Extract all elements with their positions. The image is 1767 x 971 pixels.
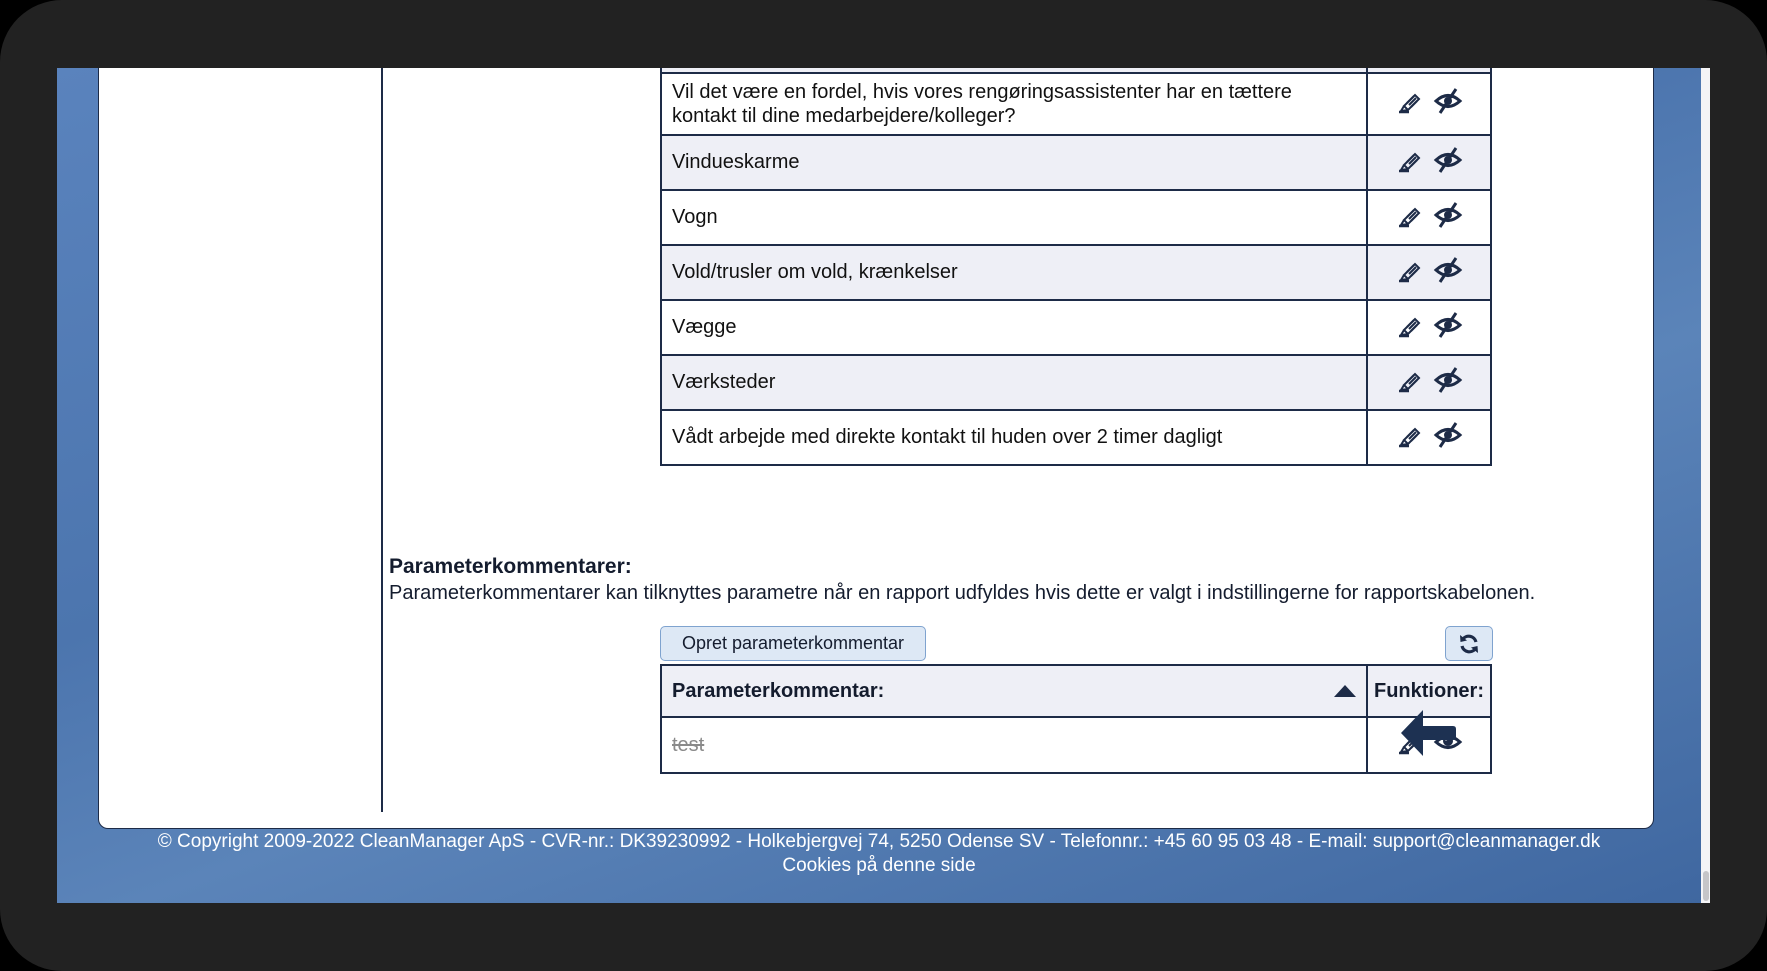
refresh-button[interactable] — [1445, 626, 1493, 661]
parameter-comments-table — [660, 664, 1492, 774]
scrollbar-thumb[interactable] — [1703, 871, 1709, 901]
table-row — [661, 355, 1491, 410]
pencil-icon[interactable] — [1395, 255, 1425, 285]
table-row — [661, 135, 1491, 190]
pencil-icon[interactable] — [1395, 145, 1425, 175]
parameter-label: Vådt arbejde med direkte kontakt til huden over 2 timer dagligt — [661, 410, 1367, 465]
eye-slash-icon[interactable] — [1433, 145, 1463, 175]
arrow-pointing-left-icon — [1401, 708, 1457, 758]
eye-slash-icon[interactable] — [1433, 420, 1463, 450]
refresh-icon — [1457, 632, 1481, 656]
parameters-table — [660, 68, 1492, 466]
table-row — [661, 73, 1491, 135]
pencil-icon[interactable] — [1395, 200, 1425, 230]
eye-slash-icon[interactable] — [1433, 86, 1463, 116]
table-row — [661, 410, 1491, 465]
table-header-row — [661, 665, 1491, 717]
parameter-label: Vægge — [661, 300, 1367, 355]
pencil-icon[interactable] — [1395, 86, 1425, 116]
table-row — [661, 190, 1491, 245]
vertical-scrollbar[interactable] — [1701, 68, 1710, 903]
column-divider — [381, 68, 383, 812]
pencil-icon[interactable] — [1395, 420, 1425, 450]
column-header-functions: Funktioner: — [1367, 665, 1491, 717]
section-description: Parameterkommentarer kan tilknyttes parametre når en rapport udfyldes hvis dette er valgt i indstillingerne for rapportskabelonen. — [389, 582, 1536, 604]
column-header-comment[interactable]: Parameterkommentar: — [661, 665, 1367, 717]
sort-ascending-icon[interactable] — [1334, 685, 1356, 697]
pencil-icon[interactable] — [1395, 365, 1425, 395]
create-parameter-comment-button[interactable]: Opret parameterkommentar — [660, 626, 926, 661]
pencil-icon[interactable] — [1395, 310, 1425, 340]
eye-slash-icon[interactable] — [1433, 310, 1463, 340]
table-row — [661, 717, 1491, 773]
table-row — [661, 245, 1491, 300]
comment-label: test — [672, 733, 705, 756]
parameter-label: Vogn — [661, 190, 1367, 245]
eye-slash-icon[interactable] — [1433, 200, 1463, 230]
copyright-text: © Copyright 2009-2022 CleanManager ApS - CVR-nr.: DK39230992 - Holkebjergvej 74, 5250 Odense SV - Telefonnr.: +45 60 95 03 48 - E-mail: support@cleanmanager.dk — [157, 831, 1601, 852]
parameter-label: Vold/trusler om vold, krænkelser — [661, 245, 1367, 300]
eye-slash-icon[interactable] — [1433, 365, 1463, 395]
eye-slash-icon[interactable] — [1433, 255, 1463, 285]
browser-viewport — [57, 68, 1710, 903]
cookies-link[interactable]: Cookies på denne side — [782, 855, 976, 876]
parameter-label: Vil det være en fordel, hvis vores rengøringsassistenter har en tættere kontakt til dine medarbejdere/kolleger? — [661, 73, 1367, 135]
table-row — [661, 300, 1491, 355]
parameter-label: Værksteder — [661, 355, 1367, 410]
section-title: Parameterkommentarer: — [389, 555, 632, 578]
footer — [57, 830, 1701, 878]
parameter-label: Vindueskarme — [661, 135, 1367, 190]
